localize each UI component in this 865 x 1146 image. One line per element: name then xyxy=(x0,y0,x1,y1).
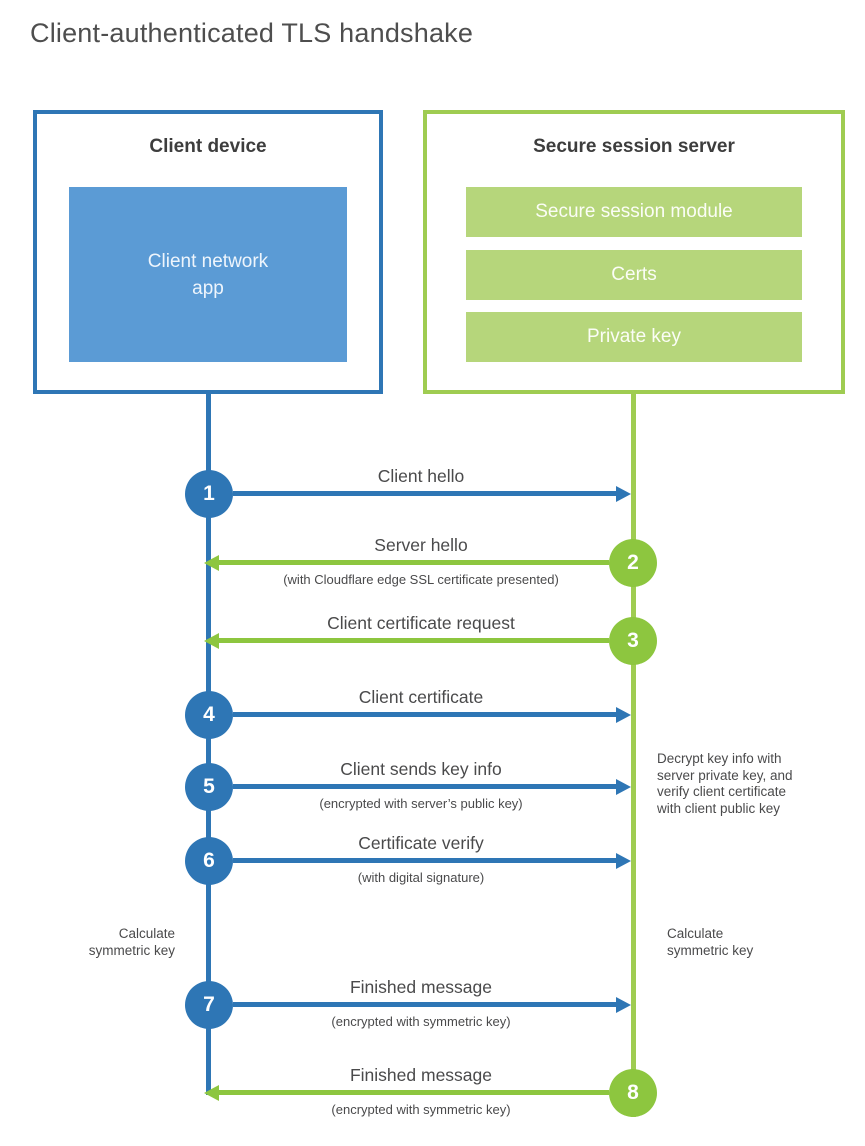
server-lifeline xyxy=(631,392,636,1117)
certs-bar: Certs xyxy=(466,250,802,300)
secure-session-module-bar: Secure session module xyxy=(466,187,802,237)
step-1-arrow-line xyxy=(233,491,616,496)
step-3-arrow-line xyxy=(219,638,609,643)
step-7-arrow-line xyxy=(233,1002,616,1007)
decrypt-key-info-note: Decrypt key info with server private key, and verify client certificate with client public key xyxy=(657,751,793,816)
step-4-arrow-line xyxy=(233,712,616,717)
step-3-label: Client certificate request xyxy=(327,613,515,633)
step-1-circle: 1 xyxy=(185,470,233,518)
step-4-label: Client certificate xyxy=(358,687,484,707)
step-1-label: Client hello xyxy=(377,466,465,486)
private-key-bar: Private key xyxy=(466,312,802,362)
step-2-circle: 2 xyxy=(609,539,657,587)
step-6-arrow-line xyxy=(233,858,616,863)
calculate-symmetric-key-server-note: Calculate symmetric key xyxy=(667,926,754,958)
calculate-symmetric-key-client-note: Calculate symmetric key xyxy=(88,926,175,958)
step-4-arrowhead-right-icon xyxy=(616,707,631,723)
step-8-arrowhead-left-icon xyxy=(204,1085,219,1101)
step-5-subtitle: (encrypted with server’s public key) xyxy=(319,796,523,811)
step-8-arrow-line xyxy=(219,1090,609,1095)
step-5-circle: 5 xyxy=(185,763,233,811)
client-network-app-box xyxy=(69,187,347,362)
step-8-circle: 8 xyxy=(609,1069,657,1117)
step-2-arrowhead-left-icon xyxy=(204,555,219,571)
client-network-app-label: Client network app xyxy=(147,250,269,299)
step-4-circle: 4 xyxy=(185,691,233,739)
secure-session-server-title: Secure session server xyxy=(533,136,735,157)
client-device-title: Client device xyxy=(149,136,267,157)
step-5-arrow-line xyxy=(233,784,616,789)
step-8-label: Finished message xyxy=(349,1065,493,1085)
step-6-circle: 6 xyxy=(185,837,233,885)
step-6-arrowhead-right-icon xyxy=(616,853,631,869)
step-1-arrowhead-right-icon xyxy=(616,486,631,502)
step-6-label: Certificate verify xyxy=(358,833,484,853)
step-2-arrow-line xyxy=(219,560,609,565)
step-7-arrowhead-right-icon xyxy=(616,997,631,1013)
page-title: Client-authenticated TLS handshake xyxy=(30,18,474,48)
step-5-arrowhead-right-icon xyxy=(616,779,631,795)
step-8-subtitle: (encrypted with symmetric key) xyxy=(331,1102,511,1117)
step-3-arrowhead-left-icon xyxy=(204,633,219,649)
step-6-subtitle: (with digital signature) xyxy=(357,870,485,885)
step-3-circle: 3 xyxy=(609,617,657,665)
step-2-subtitle: (with Cloudflare edge SSL certificate presented) xyxy=(283,572,559,587)
step-5-label: Client sends key info xyxy=(340,759,502,779)
step-2-label: Server hello xyxy=(374,535,468,555)
step-7-circle: 7 xyxy=(185,981,233,1029)
step-7-subtitle: (encrypted with symmetric key) xyxy=(331,1014,511,1029)
step-7-label: Finished message xyxy=(349,977,493,997)
